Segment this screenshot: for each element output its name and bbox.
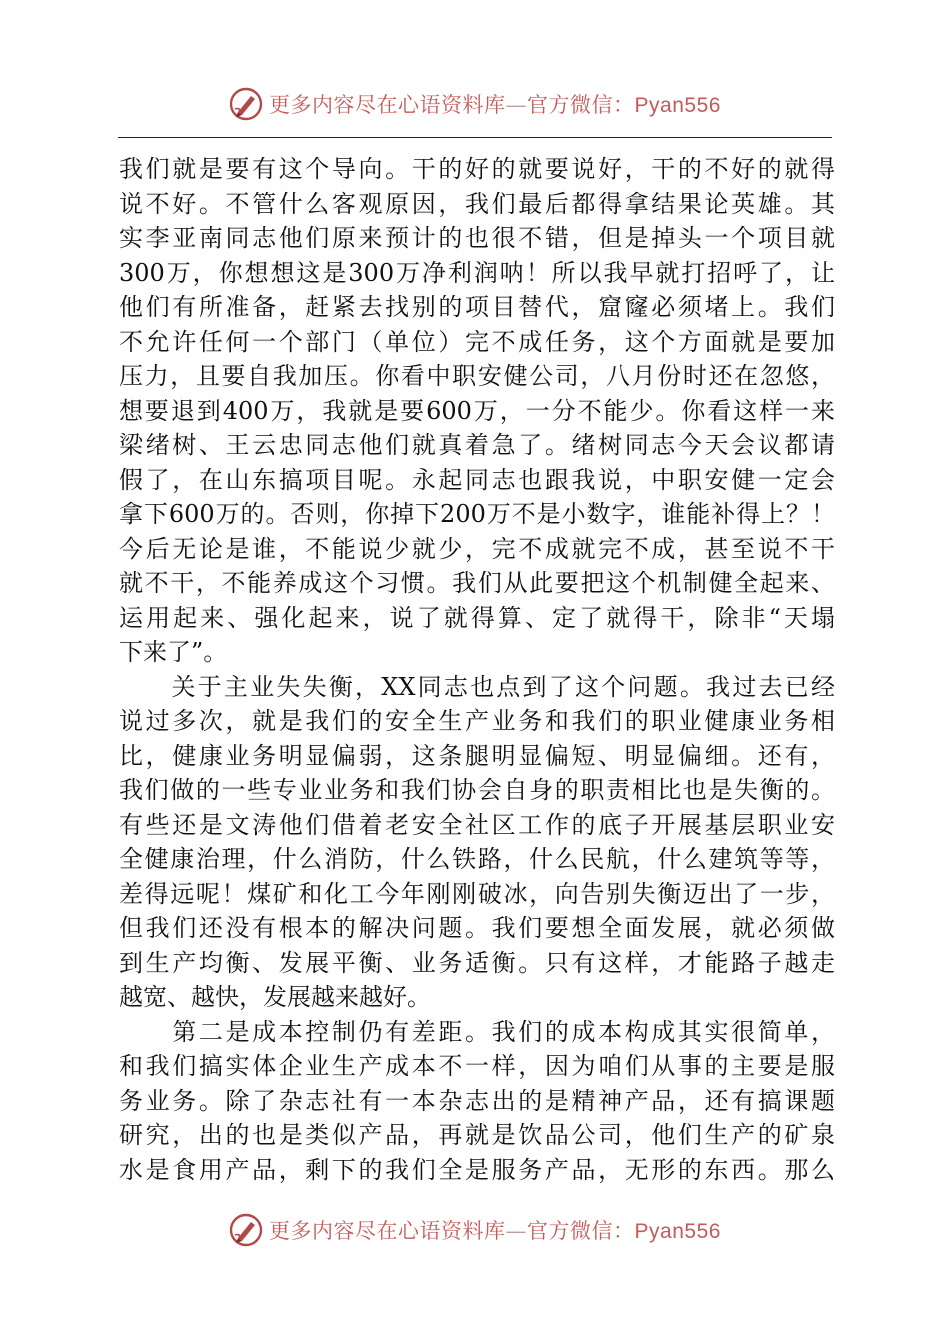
text-line: 说过多次，就是我们的安全生产业务和我们的职业健康业务相 — [119, 707, 835, 735]
header-brand: 更多内容尽在心语资料库 — [269, 93, 506, 117]
text-line: 有些还是文涛他们借着老安全社区工作的底子开展基层职业安 — [119, 810, 835, 839]
header-watermark-text — [269, 89, 721, 119]
header-wechat-label: 官方微信： — [527, 93, 635, 117]
text-line: 研究，出的也是类似产品，再就是饮品公司，他们生产的矿泉 — [119, 1121, 835, 1149]
text-line: 想要退到400万，我就是要600万，一分不能少。你看这样一来 — [119, 396, 835, 425]
text-line: 压力，且要自我加压。你看中职安健公司，八月份时还在忽悠， — [119, 362, 835, 390]
footer-watermark-text — [269, 1215, 721, 1245]
text-line: 但我们还没有根本的解决问题。我们要想全面发展，就必须做 — [119, 914, 835, 942]
text-line: 拿下600万的。否则，你掉下200万不是小数字，谁能补得上？！ — [119, 500, 835, 528]
text-line: 下来了”。 — [119, 638, 228, 666]
text-line: 比，健康业务明显偏弱，这条腿明显偏短、明显偏细。还有， — [119, 741, 835, 770]
pen-logo-icon — [229, 87, 263, 121]
footer-brand: 更多内容尽在心语资料库 — [269, 1219, 506, 1243]
header-separator: — — [505, 93, 528, 117]
text-line: 我们就是要有这个导向。干的好的就要说好，干的不好的就得 — [119, 155, 835, 183]
document-body — [119, 152, 835, 1187]
text-line: 假了，在山东搞项目呢。永起同志也跟我说，中职安健一定会 — [119, 465, 835, 494]
pen-logo-icon — [229, 1213, 263, 1247]
text-line: 他们有所准备，赶紧去找别的项目替代，窟窿必须堵上。我们 — [119, 293, 835, 321]
header-wechat-id: Pyan556 — [634, 94, 721, 117]
text-line: 不允许任何一个部门（单位）完不成任务，这个方面就是要加 — [119, 327, 835, 356]
text-line: 今后无论是谁，不能说少就少，完不成就完不成，甚至说不干 — [119, 534, 835, 563]
text-line: 和我们搞实体企业生产成本不一样，因为咱们从事的主要是服 — [119, 1052, 835, 1080]
header-watermark — [0, 82, 950, 126]
text-line: 全健康治理，什么消防，什么铁路，什么民航，什么建筑等等， — [119, 845, 835, 873]
footer-wechat-label: 官方微信： — [527, 1219, 635, 1243]
text-line: 我们做的一些专业业务和我们协会自身的职责相比也是失衡的。 — [119, 776, 835, 804]
text-line: 关于主业失失衡，XX同志也点到了这个问题。我过去已经 — [119, 672, 835, 701]
text-line: 第二是成本控制仍有差距。我们的成本构成其实很简单， — [119, 1017, 835, 1046]
text-line: 差得远呢！煤矿和化工今年刚刚破冰，向告别失衡迈出了一步， — [119, 879, 835, 908]
text-line: 实李亚南同志他们原来预计的也很不错，但是掉头一个项目就 — [119, 224, 835, 252]
footer-separator: — — [505, 1219, 528, 1243]
text-line: 务业务。除了杂志社有一本杂志出的是精神产品，还有搞课题 — [119, 1086, 835, 1115]
text-line: 运用起来、强化起来，说了就得算、定了就得干，除非“天塌 — [119, 603, 835, 632]
text-line: 说不好。不管什么客观原因，我们最后都得拿结果论英雄。其 — [119, 189, 835, 218]
footer-watermark — [0, 1208, 950, 1252]
header-divider — [118, 137, 832, 138]
text-line: 梁绪树、王云忠同志他们就真着急了。绪树同志今天会议都请 — [119, 431, 835, 459]
text-line: 到生产均衡、发展平衡、业务适衡。只有这样，才能路子越走 — [119, 948, 835, 977]
text-line: 300万，你想想这是300万净利润呐！所以我早就打招呼了，让 — [119, 258, 835, 287]
text-line: 就不干，不能养成这个习惯。我们从此要把这个机制健全起来、 — [119, 569, 835, 597]
text-line: 水是食用产品，剩下的我们全是服务产品，无形的东西。那么 — [119, 1155, 835, 1184]
footer-wechat-id: Pyan556 — [634, 1220, 721, 1243]
text-line: 越宽、越快，发展越来越好。 — [119, 983, 431, 1011]
